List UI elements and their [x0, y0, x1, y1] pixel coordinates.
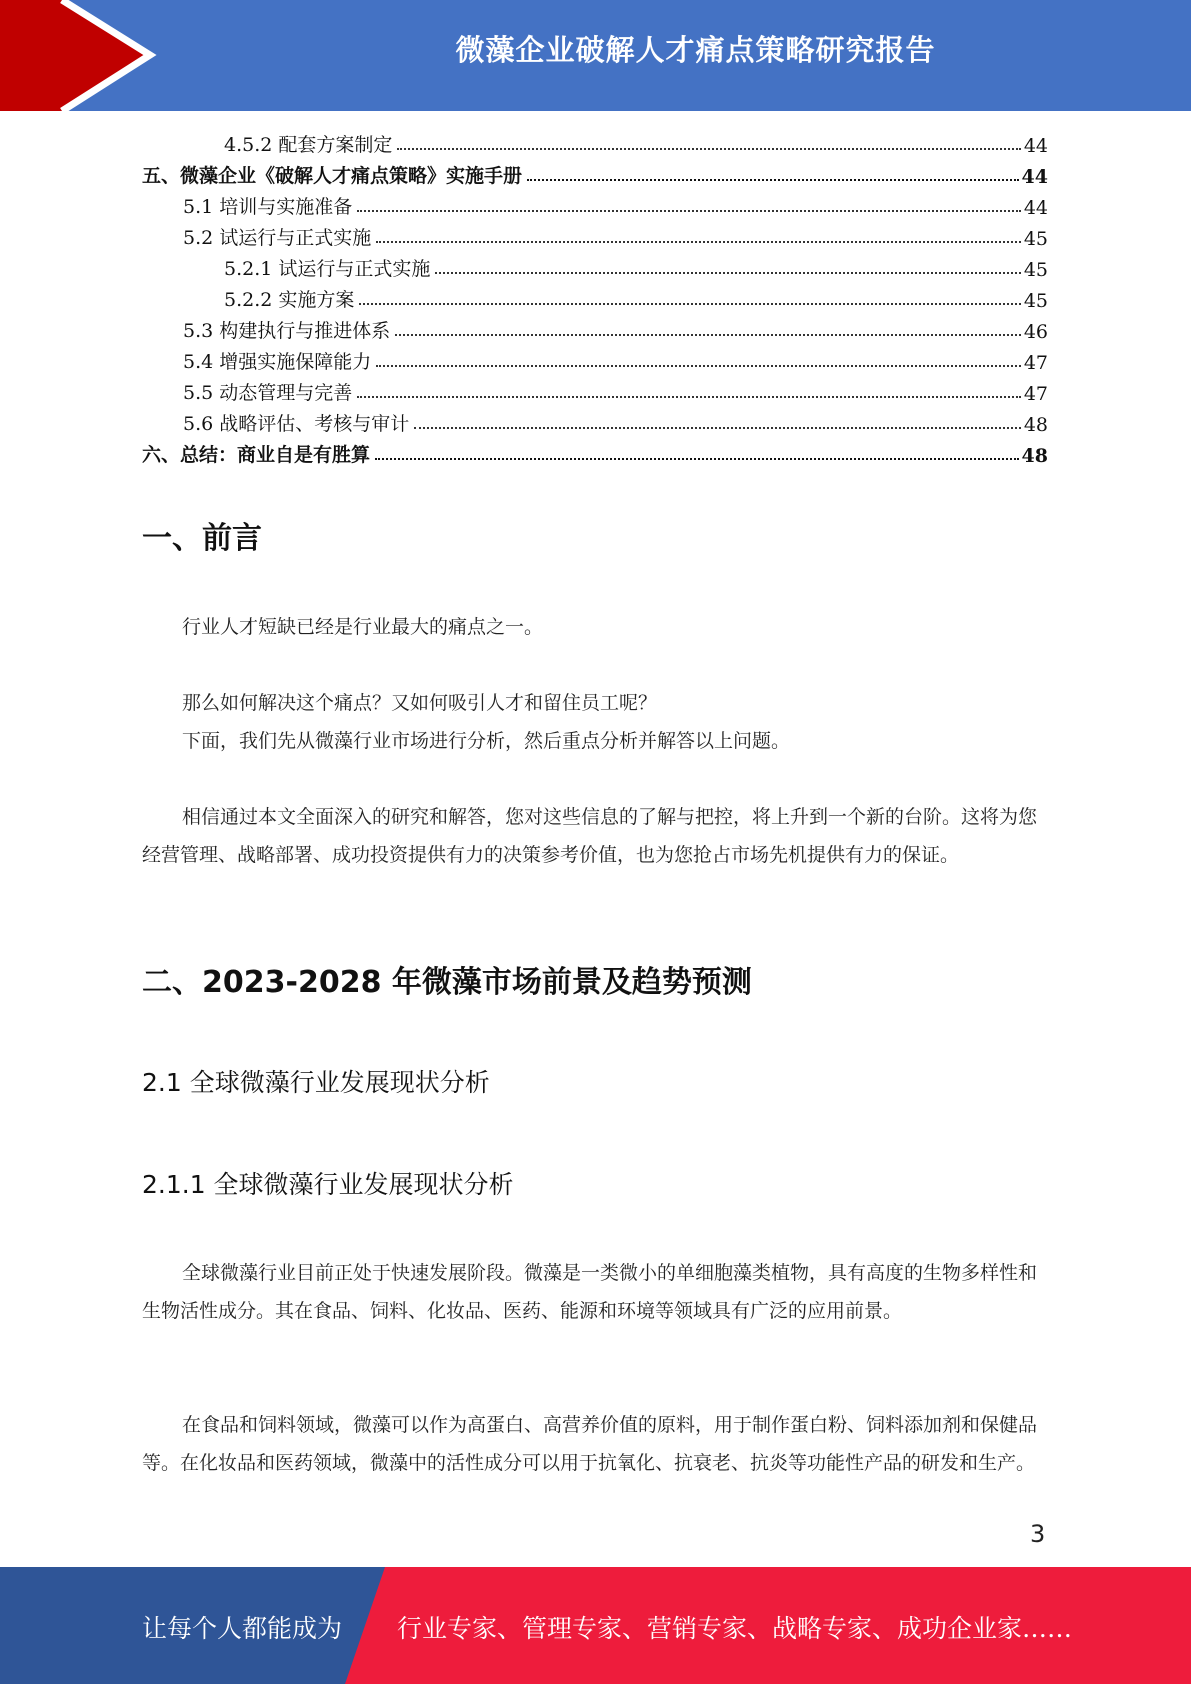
toc-leader [435, 272, 1020, 274]
subsubsection-heading: 2.1.1 全球微藻行业发展现状分析 [142, 1170, 514, 1199]
paragraph-text: 行业人才短缺已经是行业最大的痛点之一。 [182, 616, 544, 638]
toc-entry-title: 5.4 增强实施保障能力 [183, 351, 372, 373]
paragraph-text: 下面，我们先从微藻行业市场进行分析，然后重点分析并解答以上问题。 [182, 730, 791, 752]
toc-entry-title: 5.2.2 实施方案 [224, 289, 355, 311]
toc-entry-title: 5.5 动态管理与完善 [183, 382, 353, 404]
toc-leader [414, 427, 1021, 429]
toc-leader [376, 241, 1021, 243]
toc-entry-page: 48 [1021, 445, 1048, 467]
toc-entry-title: 4.5.2 配套方案制定 [224, 134, 393, 156]
subsection-heading: 2.1 全球微藻行业发展现状分析 [142, 1068, 490, 1097]
toc-entry-title: 5.6 战略评估、考核与审计 [183, 413, 410, 435]
toc-entry[interactable] [142, 437, 1048, 467]
toc-entry[interactable] [183, 375, 1048, 405]
toc-leader [357, 210, 1021, 212]
toc-entry-page: 44 [1023, 197, 1048, 219]
toc-entry-page: 45 [1023, 290, 1048, 312]
paragraph-text: 相信通过本文全面深入的研究和解答，您对这些信息的了解与把控，将上升到一个新的台阶。这将为您经营管理、战略部署、成功投资提供有力的决策参考价值，也为您抢占市场先机提供有力的保证。 [142, 806, 1038, 866]
toc-entry-title: 5.3 构建执行与推进体系 [183, 320, 391, 342]
paragraph-text: 全球微藻行业目前正处于快速发展阶段。微藻是一类微小的单细胞藻类植物，具有高度的生物多样性和生物活性成分。其在食品、饲料、化妆品、医药、能源和环境等领域具有广泛的应用前景。 [142, 1262, 1038, 1322]
paragraph-text: 那么如何解决这个痛点？又如何吸引人才和留住员工呢？ [182, 692, 658, 714]
toc-entry-page: 44 [1023, 135, 1048, 157]
page-number: 3 [1030, 1520, 1046, 1548]
footer-slogan-right: 行业专家、管理专家、营销专家、战略专家、成功企业家…… [397, 1614, 1073, 1643]
toc-entry[interactable] [183, 313, 1048, 343]
toc-leader [357, 396, 1021, 398]
paragraph [142, 684, 1047, 760]
section-heading-preface: 一、前言 [142, 521, 262, 556]
page-header [0, 0, 1191, 111]
toc-entry-title: 5.2 试运行与正式实施 [183, 227, 372, 249]
toc-entry-page: 46 [1023, 321, 1048, 343]
toc-entry-page: 47 [1023, 352, 1048, 374]
toc-entry[interactable] [224, 127, 1048, 157]
toc-entry[interactable] [142, 158, 1048, 188]
toc-entry[interactable] [183, 220, 1048, 250]
toc-leader [397, 148, 1020, 150]
toc-leader [395, 334, 1021, 336]
toc-entry-page: 48 [1023, 414, 1048, 436]
toc-entry-page: 47 [1023, 383, 1048, 405]
paragraph [142, 1406, 1047, 1482]
paragraph [142, 1254, 1047, 1330]
paragraph [142, 608, 1047, 646]
toc-entry-page: 45 [1023, 259, 1048, 281]
toc-entry[interactable] [224, 251, 1048, 281]
document-title: 微藻企业破解人才痛点策略研究报告 [455, 33, 936, 67]
page-footer [0, 1567, 1191, 1684]
section-heading-forecast: 二、2023-2028 年微藻市场前景及趋势预测 [142, 965, 752, 1000]
paragraph-text: 在食品和饲料领域，微藻可以作为高蛋白、高营养价值的原料，用于制作蛋白粉、饲料添加剂和保健品等。在化妆品和医药领域，微藻中的活性成分可以用于抗氧化、抗衰老、抗炎等功能性产品的研发和生产。 [142, 1414, 1038, 1474]
footer-slogan-left: 让每个人都能成为 [142, 1614, 343, 1643]
toc-entry[interactable] [183, 406, 1048, 436]
paragraph [142, 798, 1047, 874]
toc-entry[interactable] [224, 282, 1048, 312]
toc-entry-title: 5.1 培训与实施准备 [183, 196, 353, 218]
toc-leader [375, 458, 1019, 460]
toc-entry-page: 45 [1023, 228, 1048, 250]
toc-entry-title: 六、总结：商业自是有胜算 [142, 444, 371, 466]
toc-entry-title: 5.2.1 试运行与正式实施 [224, 258, 431, 280]
toc-leader [359, 303, 1020, 305]
toc-entry[interactable] [183, 189, 1048, 219]
toc-entry-page: 44 [1021, 166, 1048, 188]
toc-entry[interactable] [183, 344, 1048, 374]
toc-leader [376, 365, 1021, 367]
toc-leader [527, 179, 1019, 181]
toc-entry-title: 五、微藻企业《破解人才痛点策略》实施手册 [142, 165, 523, 187]
